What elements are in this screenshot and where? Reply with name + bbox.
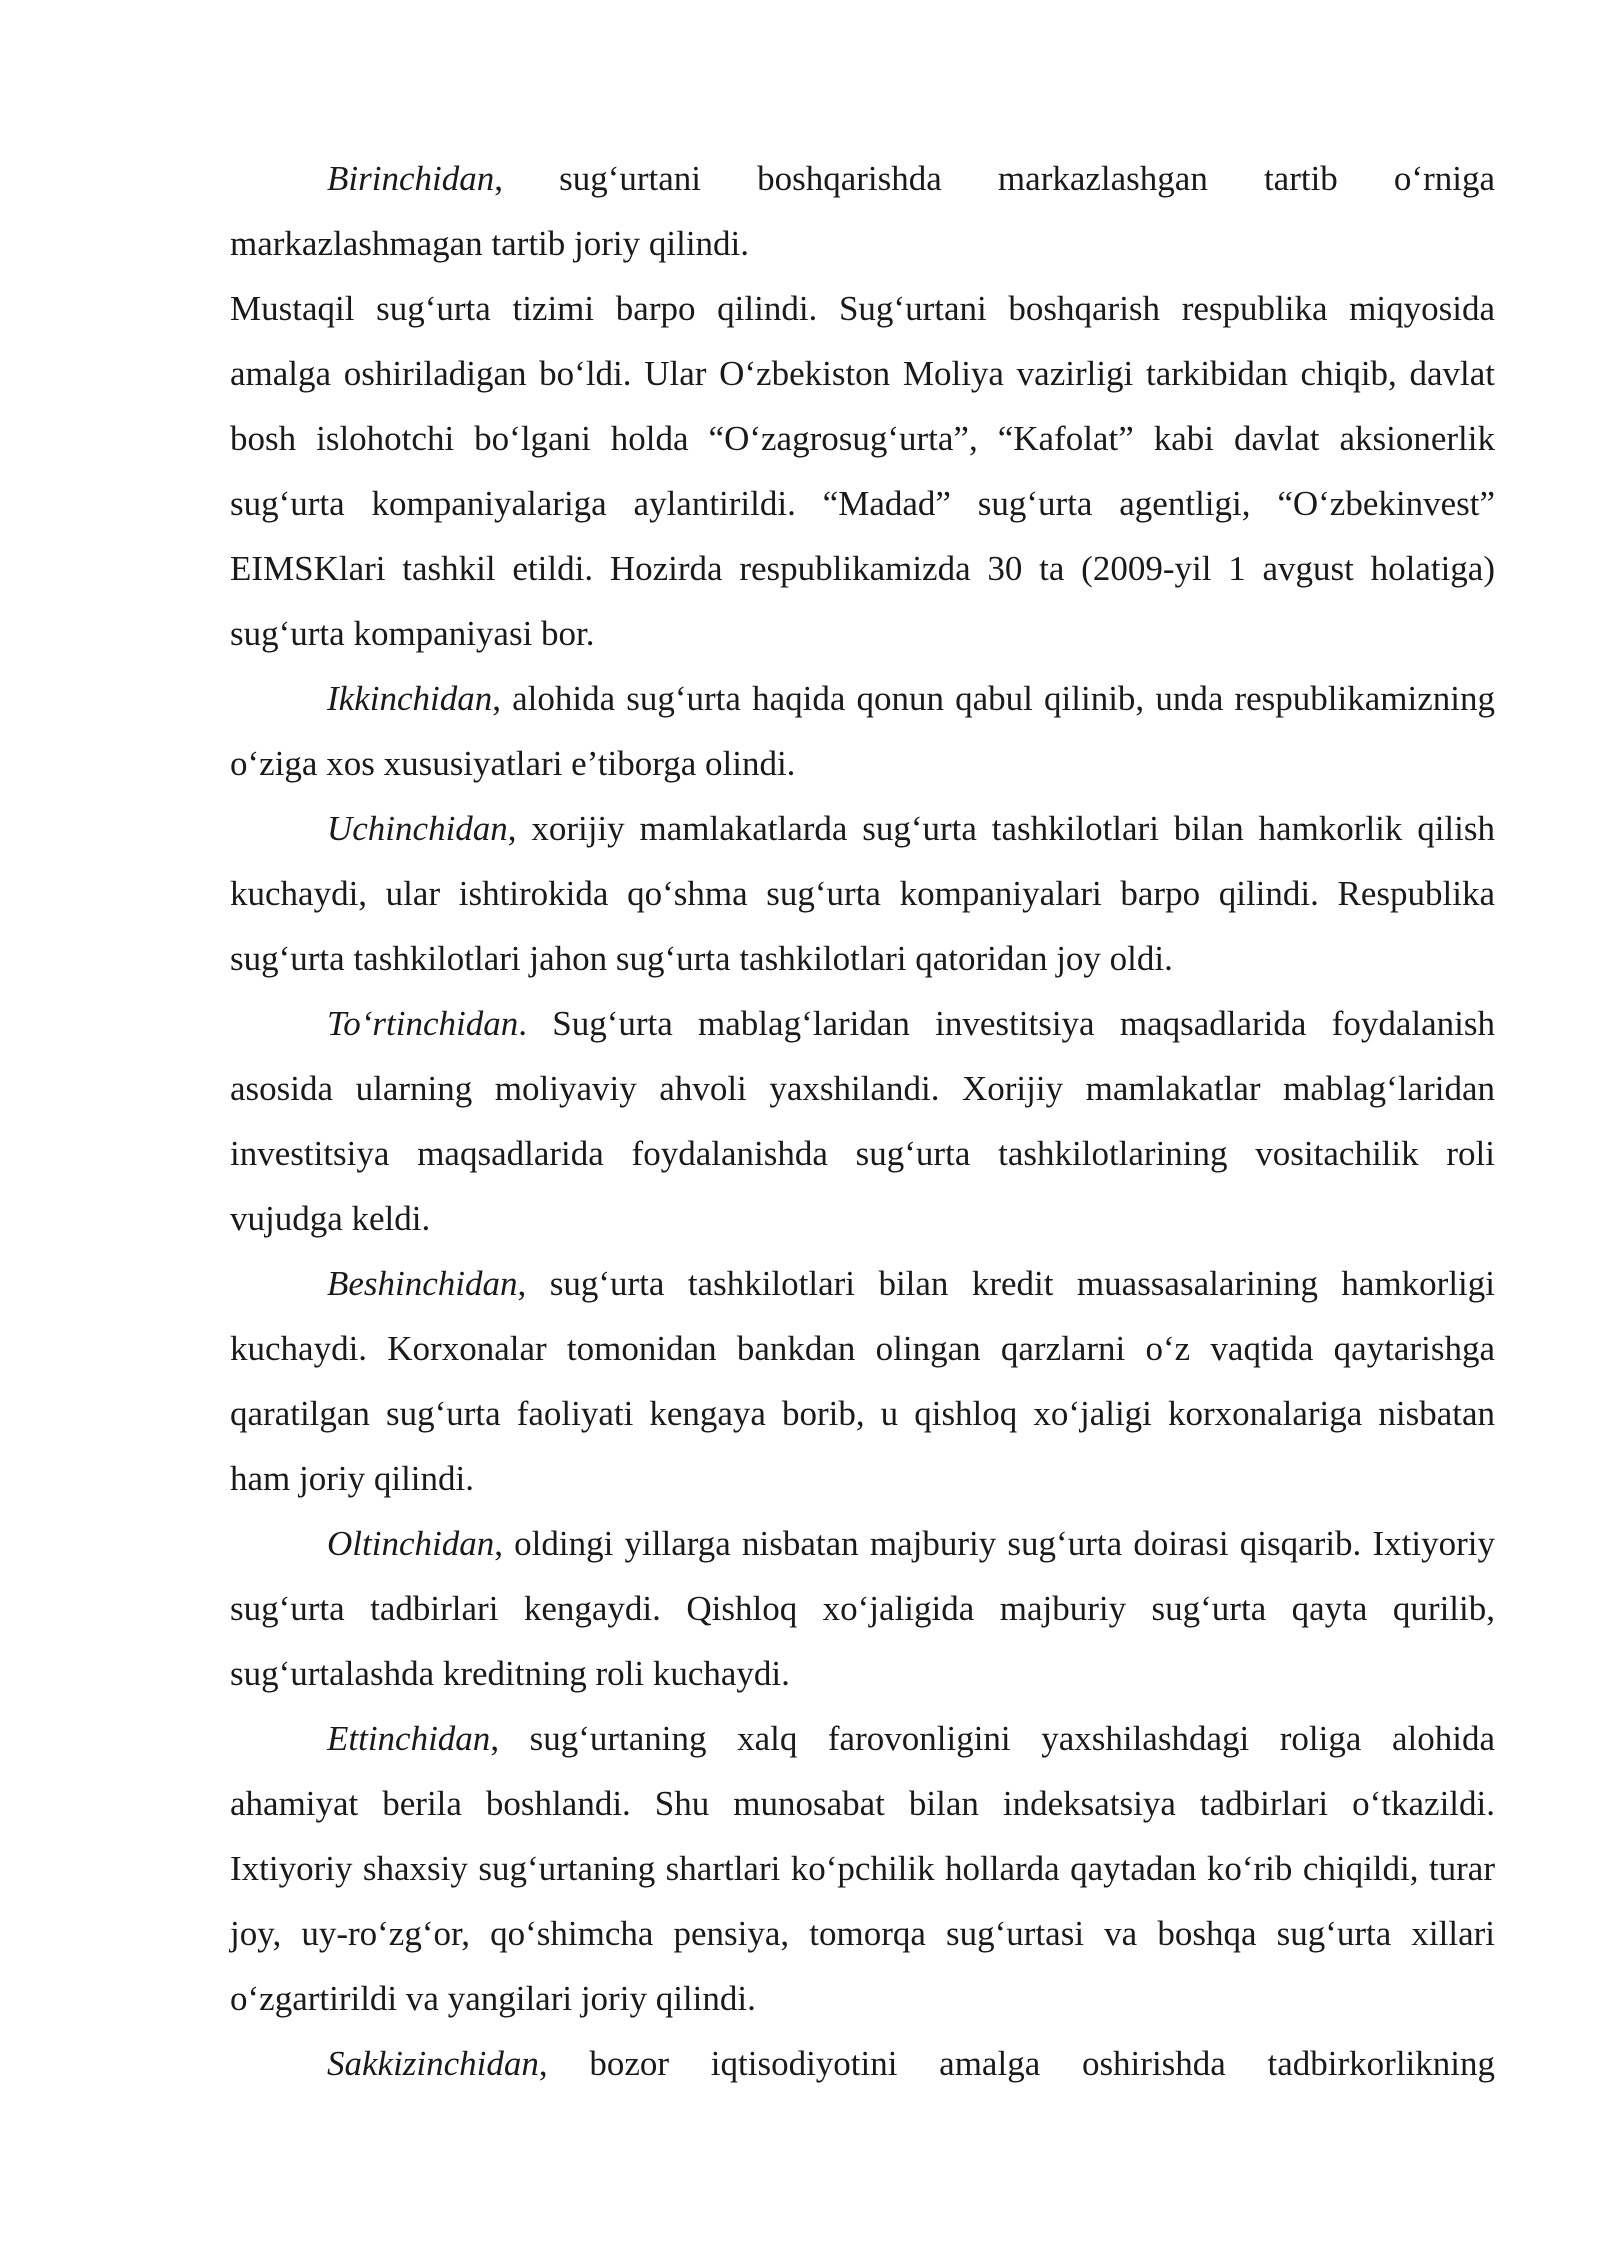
paragraph-lead: Oltinchidan — [327, 1524, 495, 1563]
paragraph-mustaqil — [230, 276, 1495, 666]
paragraph-oltinchidan — [230, 1511, 1495, 1706]
paragraph-text: , xorijiy mamlakatlarda sug‘urta tashkilotlari bilan hamkorlik qilish kuchaydi, ular ishtirokida qo‘shma sug‘urta kompaniyalari barpo qilindi. Respublika sug‘urta tashkilotlari jahon sug‘urta tashkilotlari qatoridan joy oldi. — [230, 809, 1495, 978]
paragraph-uchinchidan — [230, 796, 1495, 991]
paragraph-text: Mustaqil sug‘urta tizimi barpo qilindi. Sug‘urtani boshqarish respublika miqyosida amalga oshiriladigan bo‘ldi. Ular O‘zbekiston Moliya vazirligi tarkibidan chiqib, davlat bosh islohotchi bo‘lgani holda “O‘zagrosug‘urta”, “Kafolat” kabi davlat aksionerlik sug‘urta kompaniyalariga aylantirildi. “Madad” sug‘urta agentligi, “O‘zbekinvest” EIMSKlari tashkil etildi. Hozirda respublikamizda 30 ta (2009-yil 1 avgust holatiga) sug‘urta kompaniyasi bor. — [230, 289, 1495, 653]
paragraph-text: , oldingi yillarga nisbatan majburiy sug‘urta doirasi qisqarib. Ixtiyoriy sug‘urta tadbirlari kengaydi. Qishloq xo‘jaligida majburiy sug‘urta qayta qurilib, sug‘urtalashda kreditning roli kuchaydi. — [230, 1524, 1495, 1693]
paragraph-ettinchidan — [230, 1706, 1495, 2031]
paragraph-text: , alohida sug‘urta haqida qonun qabul qilinib, unda respublikamizning o‘ziga xos xususiyatlari e’tiborga olindi. — [230, 679, 1495, 783]
paragraph-lead: To‘rtinchidan — [327, 1004, 519, 1043]
paragraph-text: , sug‘urtani boshqarishda markazlashgan tartib o‘rniga markazlashmagan tartib joriy qilindi. — [230, 159, 1495, 263]
paragraph-text: . Sug‘urta mablag‘laridan investitsiya maqsadlarida foydalanish asosida ularning moliyaviy ahvoli yaxshilandi. Xorijiy mamlakatlar mablag‘laridan investitsiya maqsadlarida foydalanishda sug‘urta tashkilotlarining vositachilik roli vujudga keldi. — [230, 1004, 1495, 1238]
document-body — [230, 146, 1495, 2096]
paragraph-ikkinchidan — [230, 666, 1495, 796]
paragraph-lead: Ettinchidan — [327, 1719, 491, 1758]
paragraph-lead: Ikkinchidan — [327, 679, 493, 718]
paragraph-sakkizinchidan — [230, 2031, 1495, 2096]
paragraph-beshinchidan — [230, 1251, 1495, 1511]
paragraph-text: , sug‘urtaning xalq farovonligini yaxshilashdagi roliga alohida ahamiyat berila boshlandi. Shu munosabat bilan indeksatsiya tadbirlari o‘tkazildi. Ixtiyoriy shaxsiy sug‘urtaning shartlari ko‘pchilik hollarda qaytadan ko‘rib chiqildi, turar joy, uy-ro‘zg‘or, qo‘shimcha pensiya, tomorqa sug‘urtasi va boshqa sug‘urta xillari o‘zgartirildi va yangilari joriy qilindi. — [230, 1719, 1495, 2018]
paragraph-tortinchidan — [230, 991, 1495, 1251]
paragraph-lead: Birinchidan — [327, 159, 495, 198]
paragraph-lead: Uchinchidan — [327, 809, 508, 848]
paragraph-lead: Beshinchidan — [327, 1264, 518, 1303]
paragraph-birinchidan — [230, 146, 1495, 276]
paragraph-text: , sug‘urta tashkilotlari bilan kredit muassasalarining hamkorligi kuchaydi. Korxonalar tomonidan bankdan olingan qarzlarni o‘z vaqtida qaytarishga qaratilgan sug‘urta faoliyati kengaya borib, u qishloq xo‘jaligi korxonalariga nisbatan ham joriy qilindi. — [230, 1264, 1495, 1498]
paragraph-text: , bozor iqtisodiyotini amalga oshirishda tadbirkorlikning — [538, 2044, 1495, 2083]
paragraph-lead: Sakkizinchidan — [327, 2044, 539, 2083]
